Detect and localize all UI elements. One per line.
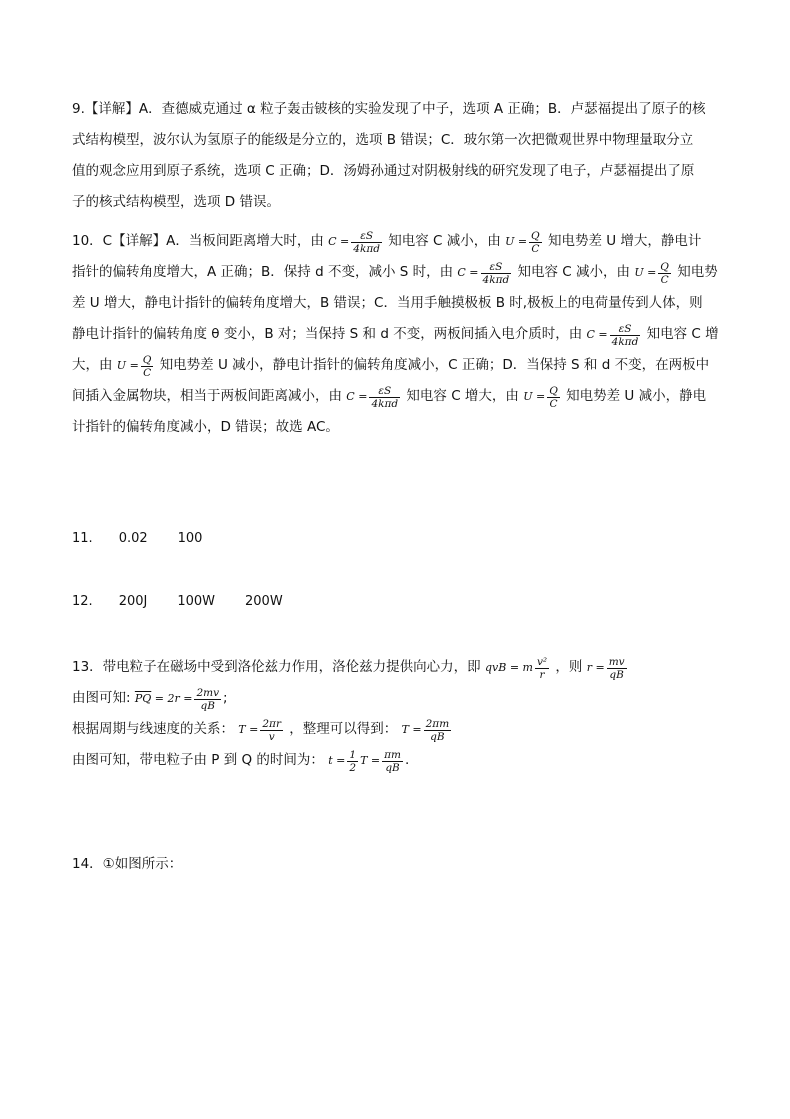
voltage-formula: U = $\frac{Q}{C}$ <box>523 384 558 410</box>
answer-10-line-4: 静电计指针的偏转角度 θ 变小，B 对；当保持 S 和 d 不变，两板间插入电介质时，由 C = $\frac{\varepsilon S}{\text{4kπd}}$ 知电容 C 增 <box>72 322 719 348</box>
answer-10-line-1: 10．C【详解】A．当板间距离增大时，由 C = $\frac{\varepsilon S}{\text{4kπd}}$ 知电容 C 减小，由 U = $\frac{Q}{C}$ 知电势差 U 增大，静电计 <box>72 229 702 255</box>
answer-13-line-3: 根据周期与线速度的关系： T = $\frac{2\pi r}{v}$ ，整理可以得到： T = $\frac{2\pi m}{qB}$ <box>72 714 722 745</box>
voltage-formula: U = $\frac{Q}{C}$ <box>116 353 152 379</box>
answer-10-line-3: 差 U 增大，静电计指针的偏转角度增大，B 错误；C．当用手触摸极板 B 时,极板上的电荷量传到人体，则 <box>72 295 703 311</box>
capacitance-formula: C = $\frac{\varepsilon S}{\text{4kπd}}$ <box>586 322 639 348</box>
answer-10-line-6: 间插入金属物块，相当于两板间距离减小，由 C = $\frac{\varepsilon S}{\text{4kπd}}$ 知电容 C 增大，由 U = $\frac{Q}{C}$ 知电势差 U 减小，静电 <box>72 384 707 410</box>
radius-formula: r = $\frac{mv}{qB}$ <box>586 655 625 681</box>
answer-13-line-2: 由图可知: $\overline{PQ} = 2r$ = $\frac{2mv}{qB}$ ; <box>72 686 228 712</box>
lorentz-formula: qvB = m $\frac{\text{v²}}{r}$ <box>484 655 548 681</box>
time-formula: t = $\frac{1}{2}$ T = $\frac{\pi m}{qB}$ <box>328 748 401 774</box>
answer-10 <box>72 226 722 443</box>
answer-9-line-4: 子的核式结构模型，选项 D 错误。 <box>72 194 280 210</box>
answer-9-line-3: 值的观念应用到原子系统，选项 C 正确；D．汤姆孙通过对阴极射线的研究发现了电子，卢瑟福提出了原 <box>72 163 695 179</box>
period-formula-velocity: T = $\frac{2\pi r}{v}$ <box>238 717 281 743</box>
answer-9-line-1: 9.【详解】A．查德威克通过 α 粒子轰击铍核的实验发现了中子，选项 A 正确；B．卢瑟福提出了原子的核 <box>72 101 706 117</box>
answer-12-value-1: 200J <box>118 594 148 609</box>
answer-12: 12. 200J 100W 200W <box>72 594 283 609</box>
answer-12-value-3: 200W <box>245 594 283 609</box>
answer-12-value-2: 100W <box>177 594 216 609</box>
voltage-formula: U = $\frac{Q}{C}$ <box>634 260 669 286</box>
period-formula-mass: T = $\frac{2\pi m}{qB}$ <box>401 717 450 743</box>
voltage-formula: U = $\frac{Q}{C}$ <box>505 229 540 255</box>
answer-10-line-2: 指针的偏转角度增大，A 正确；B．保持 d 不变，减小 S 时，由 C = $\frac{\varepsilon S}{\text{4kπd}}$ 知电容 C 减小，由 U = $\frac{Q}{C}$ 知电势 <box>72 260 718 286</box>
pq-formula: $\overline{PQ} = 2r$ = $\frac{2mv}{qB}$ <box>134 686 220 712</box>
answer-9-line-2: 式结构模型，波尔认为氢原子的能级是分立的，选项 B 错误；C．玻尔第一次把微观世界中物理量取分立 <box>72 132 694 148</box>
answer-9 <box>72 94 722 218</box>
answer-11: 11. 0.02 100 <box>72 531 203 546</box>
answer-11-value-2: 100 <box>177 531 203 546</box>
answer-13-line-1: 13．带电粒子在磁场中受到洛伦兹力作用，洛伦兹力提供向心力，即 qvB = m $\frac{\text{v²}}{r}$ ，则 r = $\frac{mv}{qB}$ <box>72 652 722 683</box>
capacitance-formula: C = $\frac{\varepsilon S}{\text{4kπd}}$ <box>457 260 510 286</box>
answer-10-line-7: 计指针的偏转角度减小，D 错误；故选 AC。 <box>72 419 339 435</box>
answer-14: 14．①如图所示： <box>72 856 183 872</box>
answer-13 <box>72 652 722 776</box>
answer-11-value-1: 0.02 <box>118 531 148 546</box>
answer-13-line-4: 由图可知，带电粒子由 P 到 Q 的时间为： t = $\frac{1}{2}$ T = $\frac{\pi m}{qB}$ . <box>72 748 410 774</box>
answer-10-line-5: 大，由 U = $\frac{Q}{C}$ 知电势差 U 减小，静电计指针的偏转角度减小，C 正确；D．当保持 S 和 d 不变，在两板中 <box>72 353 710 379</box>
capacitance-formula: C = $\frac{\varepsilon S}{\text{4kπd}}$ <box>346 384 399 410</box>
capacitance-formula: C = $\frac{\varepsilon S}{\text{4kπd}}$ <box>328 229 380 255</box>
